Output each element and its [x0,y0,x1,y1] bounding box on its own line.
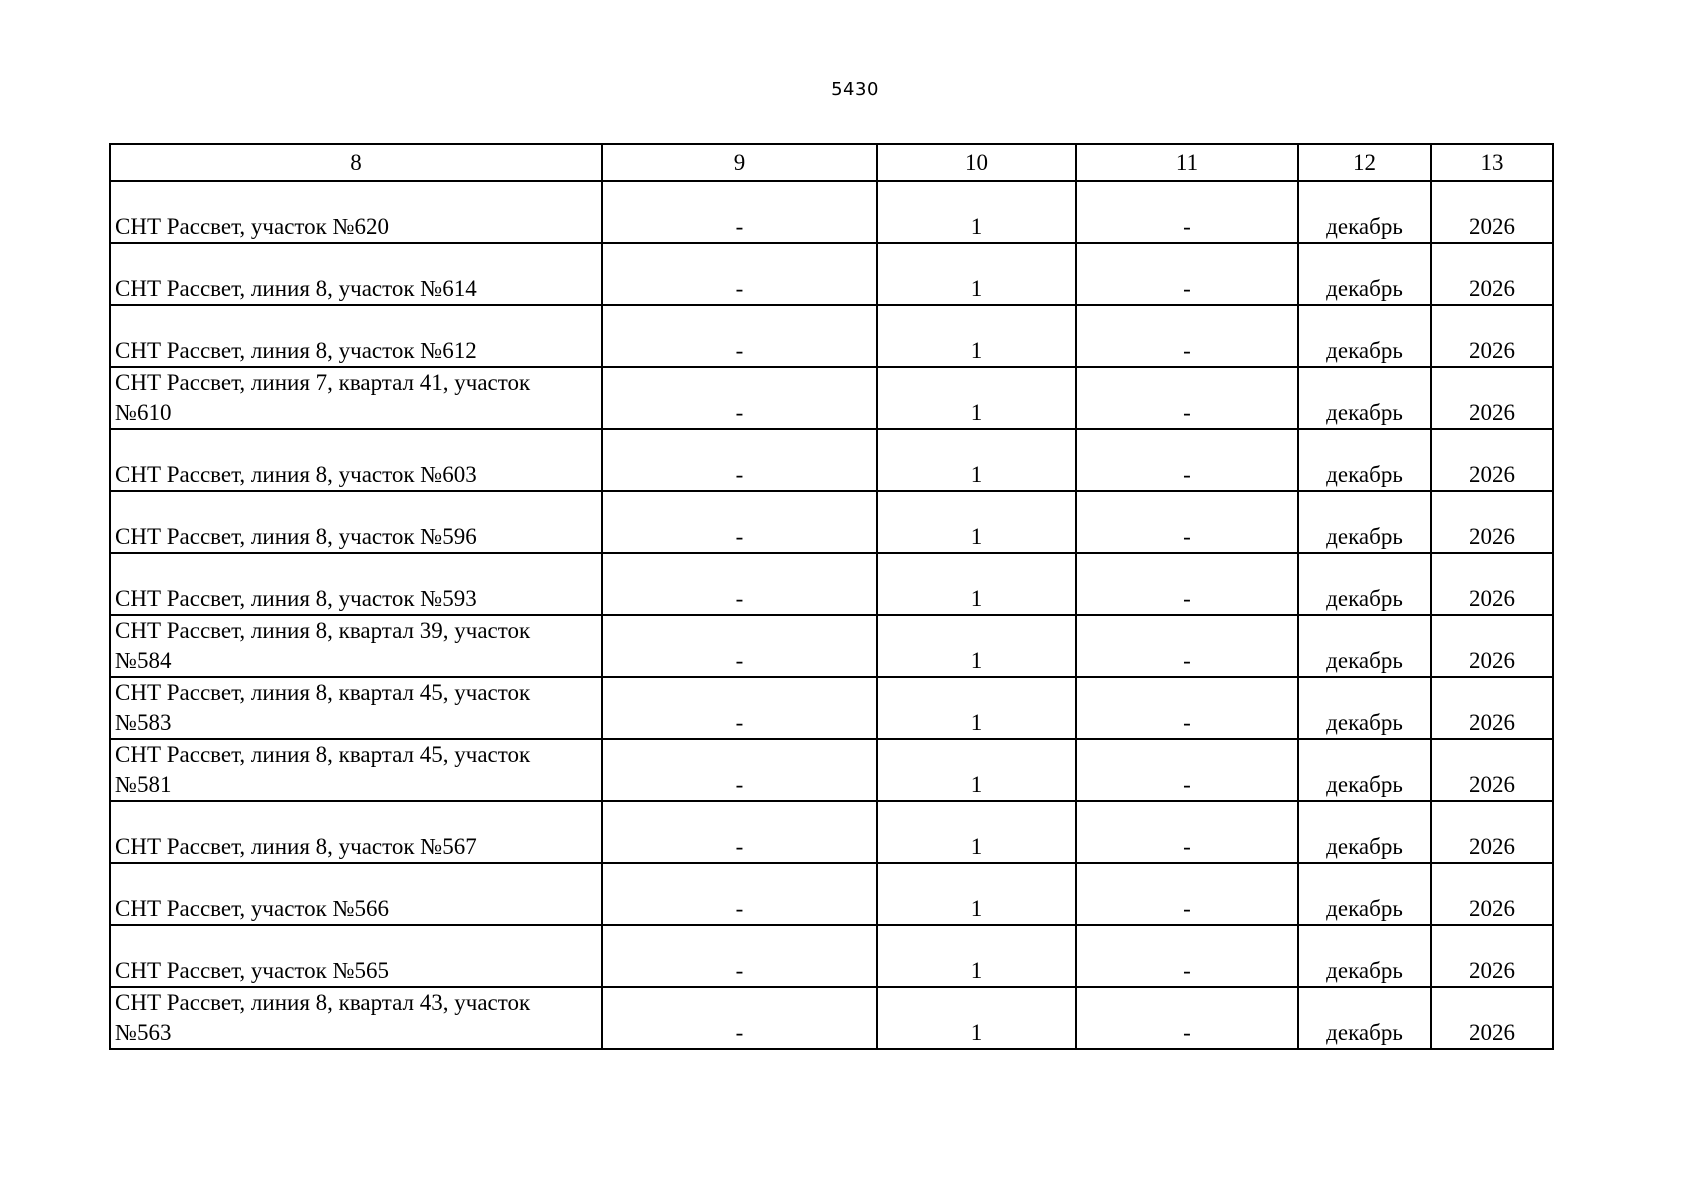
data-table [109,143,1554,1050]
col10-cell: 1 [877,429,1076,491]
year-cell: 2026 [1431,801,1553,863]
year-cell: 2026 [1431,553,1553,615]
col10-cell: 1 [877,987,1076,1049]
month-cell: декабрь [1298,615,1431,677]
col10-cell: 1 [877,243,1076,305]
col9-cell: - [602,305,877,367]
address-cell: СНТ Рассвет, линия 8, участок №603 [110,429,602,491]
col10-cell: 1 [877,553,1076,615]
col11-cell: - [1076,243,1298,305]
col9-cell: - [602,739,877,801]
col10-cell: 1 [877,677,1076,739]
col10-cell: 1 [877,739,1076,801]
year-cell: 2026 [1431,863,1553,925]
table-row [110,615,1553,677]
col11-cell: - [1076,801,1298,863]
year-cell: 2026 [1431,987,1553,1049]
year-cell: 2026 [1431,491,1553,553]
month-cell: декабрь [1298,863,1431,925]
year-cell: 2026 [1431,429,1553,491]
month-cell: декабрь [1298,677,1431,739]
table-row [110,429,1553,491]
table-row [110,305,1553,367]
col11-cell: - [1076,615,1298,677]
address-cell: СНТ Рассвет, линия 8, участок №567 [110,801,602,863]
col9-cell: - [602,987,877,1049]
table-row [110,739,1553,801]
year-cell: 2026 [1431,181,1553,243]
address-cell: СНТ Рассвет, линия 8, квартал 43, участок №563 [110,987,602,1049]
address-cell: СНТ Рассвет, линия 7, квартал 41, участок №610 [110,367,602,429]
col10-cell: 1 [877,181,1076,243]
address-cell: СНТ Рассвет, линия 8, участок №612 [110,305,602,367]
table-row [110,491,1553,553]
table-row [110,987,1553,1049]
col9-cell: - [602,925,877,987]
year-cell: 2026 [1431,677,1553,739]
col11-cell: - [1076,925,1298,987]
year-cell: 2026 [1431,367,1553,429]
column-header: 8 [110,144,602,181]
month-cell: декабрь [1298,553,1431,615]
column-header: 11 [1076,144,1298,181]
col9-cell: - [602,429,877,491]
col11-cell: - [1076,677,1298,739]
col9-cell: - [602,863,877,925]
month-cell: декабрь [1298,987,1431,1049]
column-header: 10 [877,144,1076,181]
col9-cell: - [602,801,877,863]
table-row [110,243,1553,305]
month-cell: декабрь [1298,305,1431,367]
page-number: 5430 [831,79,879,100]
table-row [110,181,1553,243]
col9-cell: - [602,243,877,305]
address-cell: СНТ Рассвет, линия 8, квартал 39, участок №584 [110,615,602,677]
table-row [110,801,1553,863]
col9-cell: - [602,367,877,429]
col10-cell: 1 [877,367,1076,429]
col11-cell: - [1076,987,1298,1049]
table-row [110,553,1553,615]
col9-cell: - [602,181,877,243]
month-cell: декабрь [1298,367,1431,429]
year-cell: 2026 [1431,925,1553,987]
year-cell: 2026 [1431,305,1553,367]
col10-cell: 1 [877,925,1076,987]
table-row [110,925,1553,987]
month-cell: декабрь [1298,181,1431,243]
year-cell: 2026 [1431,615,1553,677]
address-cell: СНТ Рассвет, линия 8, участок №596 [110,491,602,553]
column-header: 12 [1298,144,1431,181]
col9-cell: - [602,677,877,739]
address-cell: СНТ Рассвет, линия 8, квартал 45, участок №581 [110,739,602,801]
table-body [110,181,1553,1049]
col11-cell: - [1076,429,1298,491]
col10-cell: 1 [877,615,1076,677]
col11-cell: - [1076,491,1298,553]
header-row [110,144,1553,181]
column-header: 13 [1431,144,1553,181]
month-cell: декабрь [1298,243,1431,305]
col11-cell: - [1076,305,1298,367]
month-cell: декабрь [1298,801,1431,863]
address-cell: СНТ Рассвет, участок №565 [110,925,602,987]
address-cell: СНТ Рассвет, линия 8, участок №614 [110,243,602,305]
col9-cell: - [602,553,877,615]
col9-cell: - [602,615,877,677]
table-header [110,144,1553,181]
col10-cell: 1 [877,863,1076,925]
address-cell: СНТ Рассвет, линия 8, участок №593 [110,553,602,615]
table-row [110,677,1553,739]
address-cell: СНТ Рассвет, участок №566 [110,863,602,925]
col11-cell: - [1076,863,1298,925]
month-cell: декабрь [1298,739,1431,801]
address-cell: СНТ Рассвет, линия 8, квартал 45, участок №583 [110,677,602,739]
table-row [110,367,1553,429]
month-cell: декабрь [1298,925,1431,987]
column-header: 9 [602,144,877,181]
col9-cell: - [602,491,877,553]
col10-cell: 1 [877,801,1076,863]
month-cell: декабрь [1298,491,1431,553]
col11-cell: - [1076,181,1298,243]
col10-cell: 1 [877,491,1076,553]
month-cell: декабрь [1298,429,1431,491]
col11-cell: - [1076,553,1298,615]
address-cell: СНТ Рассвет, участок №620 [110,181,602,243]
col11-cell: - [1076,739,1298,801]
year-cell: 2026 [1431,739,1553,801]
year-cell: 2026 [1431,243,1553,305]
col10-cell: 1 [877,305,1076,367]
table-row [110,863,1553,925]
col11-cell: - [1076,367,1298,429]
